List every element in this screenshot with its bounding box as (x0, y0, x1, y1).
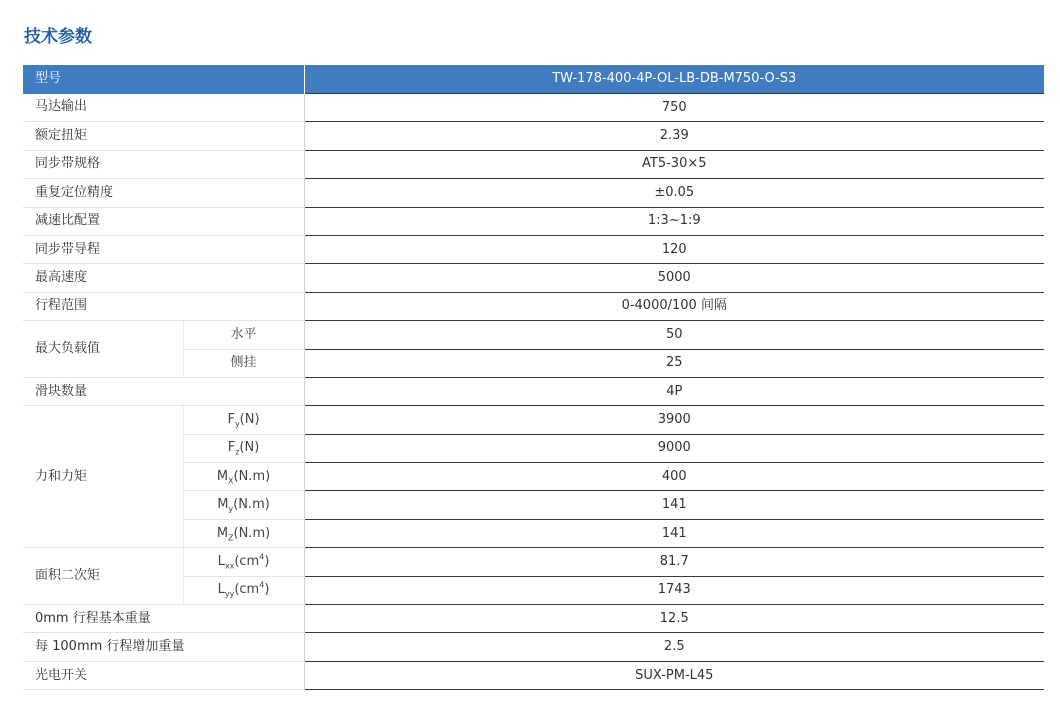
sym-base: M (216, 468, 229, 484)
sym-base: F (227, 440, 236, 456)
sym-sub: y (228, 504, 234, 514)
row-label-area-moment: 面积二次矩 (23, 548, 183, 605)
row-label-photo-switch: 光电开关 (23, 661, 304, 689)
row-label-force-moment: 力和力矩 (23, 406, 183, 548)
sym-unit: (N) (239, 440, 260, 456)
table-row (23, 264, 1044, 292)
row-value-max-speed: 5000 (304, 264, 1044, 292)
sub-label-mx (183, 463, 304, 491)
table-row (23, 94, 1044, 122)
row-value-rated-torque: 2.39 (304, 122, 1044, 150)
table-row (23, 406, 1044, 434)
table-row (23, 150, 1044, 178)
row-label-motor-output: 马达输出 (23, 94, 304, 122)
row-value-repeatability: ±0.05 (304, 179, 1044, 207)
sym-sub: z (235, 447, 240, 457)
sym-base: F (227, 411, 235, 427)
sym-sup: 4 (259, 581, 265, 590)
sub-label-side: 侧挂 (183, 349, 304, 377)
page-title: 技术参数 (24, 27, 92, 47)
row-label-max-speed: 最高速度 (23, 264, 304, 292)
row-value-slider-count: 4P (304, 377, 1044, 405)
row-value-side: 25 (304, 349, 1044, 377)
row-value-belt-spec: AT5-30×5 (304, 150, 1044, 178)
row-value-photo-switch: SUX-PM-L45 (304, 661, 1044, 689)
sym-unit: (cm (234, 582, 260, 598)
sub-label-mz (183, 519, 304, 547)
sub-label-fz (183, 434, 304, 462)
sym-sub: yy (224, 589, 235, 599)
row-label-belt-lead: 同步带导程 (23, 235, 304, 263)
sym-unit: (N.m) (233, 468, 271, 484)
sym-unit: (N.m) (233, 497, 270, 513)
table-row (23, 122, 1044, 150)
sym-unit: (N.m) (233, 525, 271, 541)
table-row (23, 661, 1044, 689)
table-row (23, 179, 1044, 207)
row-label-added-weight: 每 100mm 行程增加重量 (23, 633, 304, 661)
sym-base: L (217, 582, 225, 598)
table-row (23, 292, 1044, 320)
row-label-repeatability: 重复定位精度 (23, 179, 304, 207)
sym-sup: 4 (259, 552, 265, 562)
sym-base: M (216, 525, 229, 541)
sub-label-lyy (183, 576, 304, 604)
row-label-rated-torque: 额定扭矩 (23, 122, 304, 150)
model-number: TW-178-400-4P-OL-LB-DB-M750-O-S3 (304, 65, 1044, 94)
row-label-slider-count: 滑块数量 (23, 377, 304, 405)
row-value-fz: 9000 (304, 434, 1044, 462)
sym-sub: xx (224, 561, 235, 571)
sym-unit: (cm (234, 553, 260, 569)
row-value-horizontal: 50 (304, 321, 1044, 349)
sym-base: L (217, 553, 225, 569)
sub-label-my (183, 491, 304, 519)
row-value-mx: 400 (304, 463, 1044, 491)
row-label-reduction-ratio: 减速比配置 (23, 207, 304, 235)
sym-sub: Z (228, 533, 234, 543)
table-row (23, 605, 1044, 633)
row-value-lyy: 1743 (304, 576, 1044, 604)
row-value-belt-lead: 120 (304, 235, 1044, 263)
model-header-label: 型号 (23, 65, 304, 94)
row-value-mz: 141 (304, 519, 1044, 547)
row-value-stroke-range: 0-4000/100 间隔 (304, 292, 1044, 320)
row-label-max-load: 最大负载值 (23, 321, 183, 378)
row-value-fy: 3900 (304, 406, 1044, 434)
spec-table (23, 65, 1044, 690)
row-value-reduction-ratio: 1:3~1:9 (304, 207, 1044, 235)
table-row (23, 377, 1044, 405)
row-label-base-weight: 0mm 行程基本重量 (23, 605, 304, 633)
table-row (23, 235, 1044, 263)
row-value-added-weight: 2.5 (304, 633, 1044, 661)
table-row (23, 207, 1044, 235)
sym-close: ) (264, 553, 270, 569)
row-value-base-weight: 12.5 (304, 605, 1044, 633)
sym-sub: y (234, 419, 240, 429)
sub-label-fy (183, 406, 304, 434)
row-label-stroke-range: 行程范围 (23, 292, 304, 320)
row-value-motor-output: 750 (304, 94, 1044, 122)
table-row (23, 321, 1044, 349)
row-value-my: 141 (304, 491, 1044, 519)
sym-unit: (N) (239, 411, 260, 427)
sym-base: M (217, 497, 229, 513)
table-row (23, 548, 1044, 576)
sym-sub: X (228, 476, 234, 486)
row-value-lxx: 81.7 (304, 548, 1044, 576)
table-header-row (23, 65, 1044, 94)
sym-close: ) (264, 582, 270, 598)
table-row (23, 633, 1044, 661)
sub-label-lxx (183, 548, 304, 576)
sub-label-horizontal: 水平 (183, 321, 304, 349)
row-label-belt-spec: 同步带规格 (23, 150, 304, 178)
